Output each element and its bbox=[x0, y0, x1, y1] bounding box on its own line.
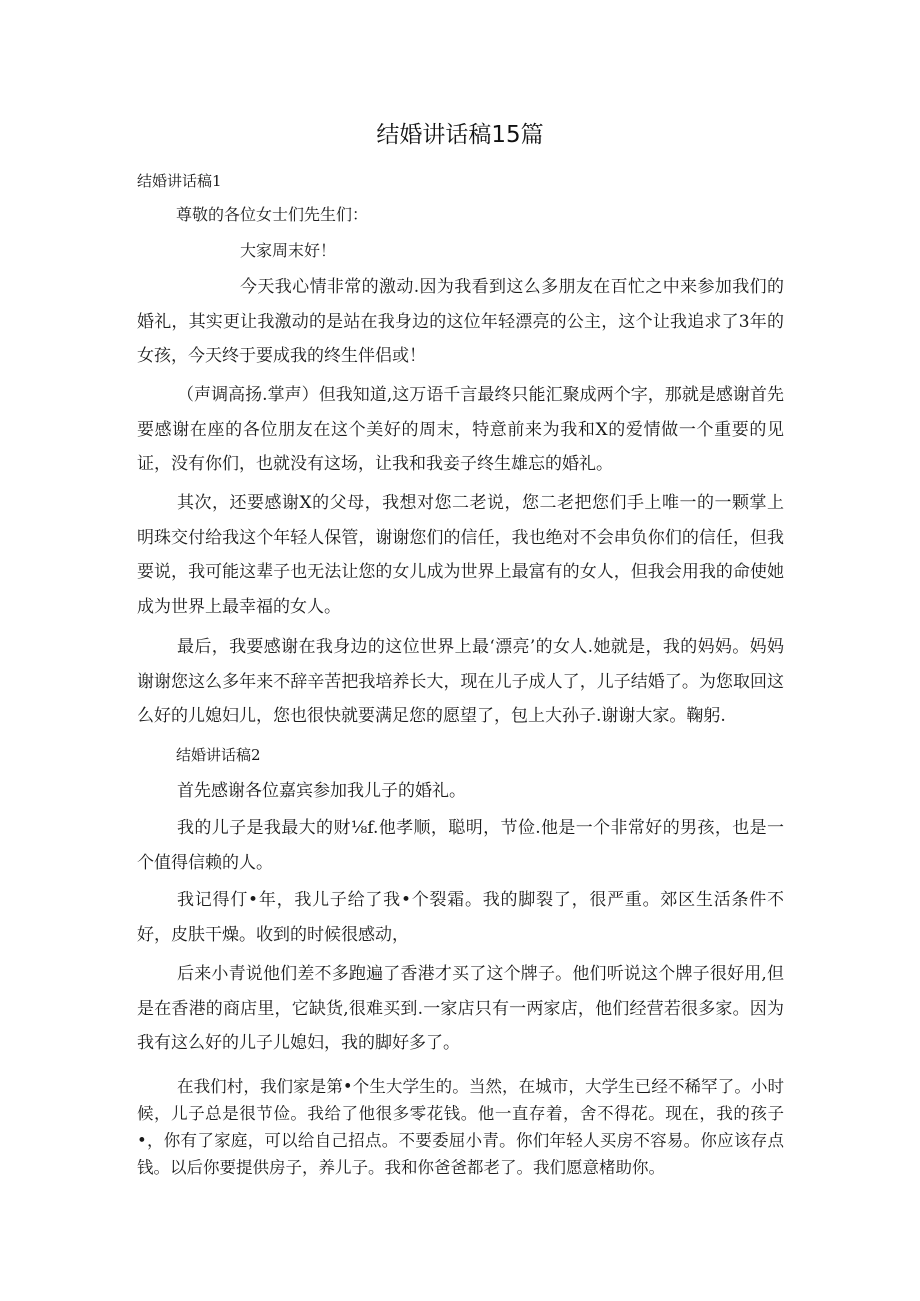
document-title: 结婚讲话稿15篇 bbox=[376, 122, 544, 148]
section-heading-2: 结婚讲话稿2 bbox=[176, 746, 261, 764]
paragraph: 最后，我要感谢在我身边的这位世界上最‘漂亮’的女人.她就是，我的妈妈。妈妈谢谢您这么多年来不辞辛苦把我培养长大，现在儿子成人了，儿子结婚了。为您取回这么好的儿媳妇儿，您也很快就要满足您的愿望了，包上大孙子.谢谢大家。鞠躬. bbox=[137, 637, 784, 726]
paragraph: （声调高扬.掌声）但我知道,这万语千言最终只能汇聚成两个字，那就是感谢首先要感谢在座的各位朋友在这个美好的周末，特意前来为我和X的爱情做一个重要的见证，没有你们，也就没有这场，让我和我妾子终生雄忘的婚礼。 bbox=[137, 385, 784, 474]
salutation: 尊敬的各位女士们先生们： bbox=[176, 205, 369, 224]
paragraph: 在我们村，我们家是第•个生大学生的。当然，在城市，大学生已经不稀罕了。小时候，儿子总是很节俭。我给了他很多零花钱。他一直存着，舍不得花。现在，我的孩子•，你有了家庭，可以给自己招点。不要委屈小青。你们年轻人买房不容易。你应该存点钱。以后你要提供房子，养儿子。我和你爸爸都老了。我们愿意楮助你。 bbox=[137, 1077, 784, 1177]
paragraph: 其次，还要感谢X的父母，我想对您二老说，您二老把您们手上唯一的一颗掌上明珠交付给我这个年轻人保管，谢谢您们的信任，我也绝对不会串负你们的信任，但我要说，我可能这辈子也无法让您的女儿成为世界上最富有的女人，但我会用我的命使她成为世界上最幸福的女人。 bbox=[137, 493, 784, 617]
paragraph: 今天我心情非常的激动.因为我看到这么多朋友在百忙之中来参加我们的婚礼，其实更让我激动的是站在我身边的这位年轻漂亮的公主，这个让我追求了3年的女孩，今天终于要成我的终生伴侣或！ bbox=[137, 277, 784, 366]
paragraph: 首先感谢各位嘉宾参加我儿子的婚礼。 bbox=[177, 781, 466, 801]
paragraph: 我记得仃•年，我儿子给了我•个裂霜。我的脚裂了，很严重。郊区生活条件不好，皮肤干燥。收到的时候很感动， bbox=[137, 890, 784, 945]
section-heading-1: 结婚讲话稿1 bbox=[137, 172, 222, 190]
paragraph: 后来小青说他们差不多跑遍了香港才买了这个牌子。他们听说这个牌子很好用,但是在香港的商店里，它缺货,很难买到.一家店只有一两家店，他们经营若很多家。因为我有这么好的儿子儿媳妇，我的脚好多了。 bbox=[137, 964, 784, 1053]
paragraph: 我的儿子是我最大的财⅛f.他孝顺，聪明，节俭.他是一个非常好的男孩，也是一个值得信赖的人。 bbox=[137, 818, 784, 873]
greeting: 大家周末好！ bbox=[240, 241, 337, 260]
